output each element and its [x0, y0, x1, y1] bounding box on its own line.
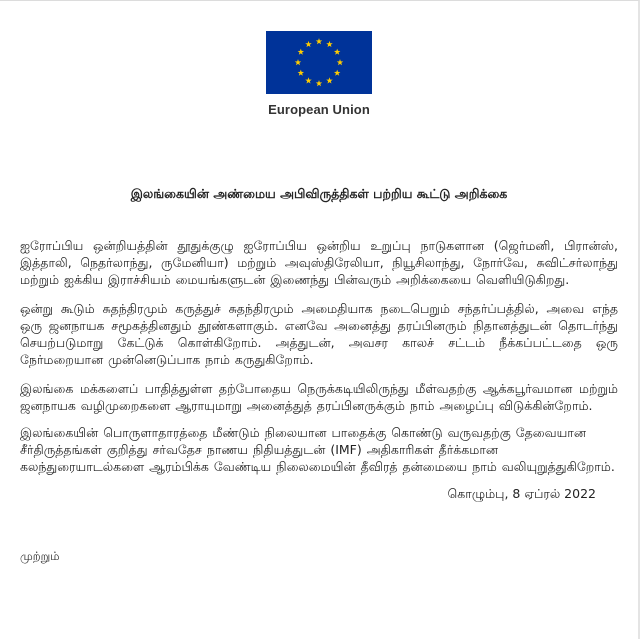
place-and-date: கொழும்பு, 8 ஏப்ரல் 2022 [447, 486, 596, 501]
paragraph-crisis: இலங்கை மக்களைப் பாதித்துள்ள தற்போதைய நெருக்கடியிலிருந்து மீள்வதற்கு ஆக்கபூர்வமான மற்றும் ஜனநாயக வழிமுறைகளை ஆராயுமாறு அனைத்துத் தரப்பினருக்கும் நாம் அழைப்பு விடுக்கின்றோம். [20, 381, 618, 413]
paragraph-freedoms: ஒன்று கூடும் சுதந்திரமும் கருத்துச் சுதந்திரமும் அமைதியாக நடைபெறும் சந்தர்ப்பத்தில், அவை எந்த ஒரு ஜனநாயக சமூகத்தினதும் தூண்களாகும். எனவே அனைத்து தரப்பினரும் நிதானத்துடன் தொடர்ந்து செயற்படுமாறு கேட்டுக் கொள்கிறோம். அத்துடன், அவசர காலச் சட்டம் நீக்கப்பட்டதை ஒரு நேர்மறையான முன்னெடுப்பாக நாம் கருதுகிறோம். [20, 301, 618, 367]
eu-flag-logo [266, 31, 372, 94]
logo-text: European Union [268, 102, 370, 117]
eu-logo-block [0, 31, 638, 117]
statement-body [20, 185, 618, 564]
paragraph-signatories: ஐரோப்பிய ஒன்றியத்தின் தூதுக்குழு ஐரோப்பிய ஒன்றிய உறுப்பு நாடுகளான (ஜெர்மனி, பிரான்ஸ், இத்தாலி, நெதர்லாந்து, ருமேனியா) மற்றும் அவுஸ்திரேலியா, நியூசிலாந்து, நோர்வே, சுவிட்சர்லாந்து மற்றும் ஐக்கிய இராச்சியம் மையங்களுடன் இணைந்து பின்வரும் அறிக்கையை வெளியிடுகிறது. [20, 238, 618, 287]
paragraph-imf: இலங்கையின் பொருளாதாரத்தை மீண்டும் நிலையான பாதைக்கு கொண்டு வருவதற்கு தேவையான சீர்திருத்தங்கள் குறித்து சர்வதேச நாணய நிதியத்துடன் (IMF) அதிகாரிகள் தீர்க்கமான கலந்துரையாடல்களை ஆரம்பிக்க வேண்டிய நிலைமையின் தீவிரத் தன்மையை நாம் வலியுறுத்துகிறோம். [20, 425, 615, 474]
document-title: இலங்கையின் அண்மைய அபிவிருத்திகள் பற்றிய கூட்டு அறிக்கை [130, 186, 508, 201]
end-marker: முற்றும் [20, 549, 60, 563]
